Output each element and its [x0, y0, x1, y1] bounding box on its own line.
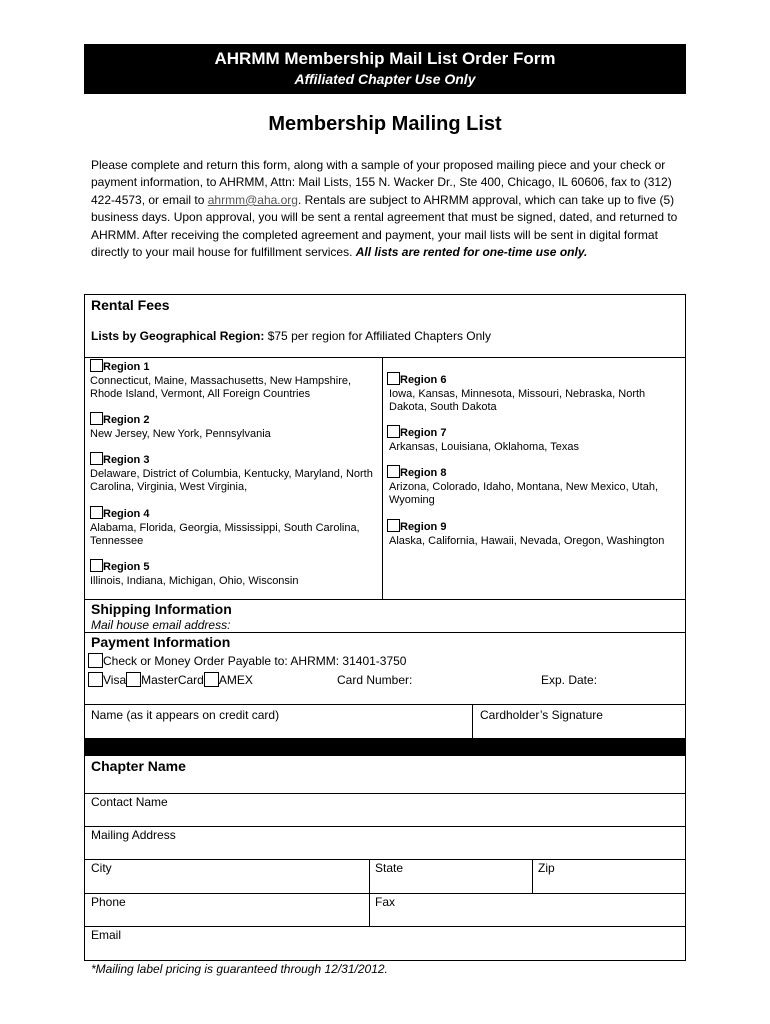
check-label: Check or Money Order Payable to: AHRMM: 31401-3750 [103, 654, 407, 668]
region-states: Connecticut, Maine, Massachusetts, New Hampshire, Rhode Island, Vermont, All Foreign Countries [90, 374, 352, 400]
zip-field[interactable]: Zip [538, 861, 555, 875]
region-7 [389, 425, 669, 454]
fax-field[interactable]: Fax [375, 895, 396, 909]
region-name: Region 8 [400, 467, 447, 479]
page-title: Membership Mailing List [268, 113, 502, 135]
region-states: Alaska, California, Hawaii, Nevada, Oregon, Washington [389, 534, 665, 547]
rental-fees-heading: Rental Fees [91, 297, 170, 313]
mailing-address-field[interactable]: Mailing Address [91, 828, 176, 842]
region-name: Region 2 [103, 414, 150, 426]
city-field[interactable]: City [91, 861, 112, 875]
section-separator-bar [84, 738, 686, 756]
region-7-checkbox[interactable] [387, 425, 400, 438]
region-states: Arizona, Colorado, Idaho, Montana, New Mexico, Utah, Wyoming [389, 480, 659, 506]
region-states: Arkansas, Louisiana, Oklahoma, Texas [389, 440, 579, 453]
shipping-box [84, 599, 686, 633]
form-title: AHRMM Membership Mail List Order Form [214, 49, 556, 68]
region-5-checkbox[interactable] [90, 559, 103, 572]
region-2-checkbox[interactable] [90, 412, 103, 425]
region-8 [389, 465, 669, 508]
email-row [84, 926, 686, 961]
phone-field[interactable]: Phone [91, 895, 126, 909]
email-link[interactable]: ahrmm@aha.org [207, 192, 298, 207]
check-checkbox[interactable] [88, 653, 103, 668]
chapter-name-field[interactable]: Chapter Name [91, 758, 186, 774]
intro-emphasis: All lists are rented for one-time use only. [355, 245, 588, 260]
region-states: Illinois, Indiana, Michigan, Ohio, Wisconsin [90, 574, 299, 587]
region-name: Region 7 [400, 427, 447, 439]
cardholder-row [84, 704, 686, 739]
city-state-zip-row [84, 859, 686, 894]
region-8-checkbox[interactable] [387, 465, 400, 478]
region-1 [90, 359, 375, 402]
email-field[interactable]: Email [91, 928, 122, 942]
state-field[interactable]: State [375, 861, 404, 875]
region-states: Delaware, District of Columbia, Kentucky, Maryland, North Carolina, Virginia, West Virginia, [90, 467, 373, 493]
region-9 [389, 519, 669, 548]
region-name: Region 5 [103, 561, 150, 573]
divider [369, 860, 370, 893]
region-name: Region 6 [400, 374, 447, 386]
region-6-checkbox[interactable] [387, 372, 400, 385]
region-2 [90, 412, 375, 441]
region-4 [90, 506, 375, 549]
region-states: Alabama, Florida, Georgia, Mississippi, South Carolina, Tennessee [90, 521, 360, 547]
check-option [88, 653, 406, 668]
region-states: New Jersey, New York, Pennsylvania [90, 427, 271, 440]
exp-date-field[interactable]: Exp. Date: [541, 673, 598, 687]
phone-fax-row [84, 893, 686, 927]
region-name: Region 4 [103, 508, 150, 520]
intro-text-2: . Rentals are subject to AHRMM approval, which can take up to five (5) business days. Upon approval, you will be sent a rental agreement that must be signed, dated, and returned to AHRMM. After receiving the completed agreement and payment, your mail lists will be sent in digital format directly to your mail house for fulfillment services. [91, 192, 678, 260]
visa-checkbox[interactable] [88, 672, 103, 687]
lists-price: $75 per region for Affiliated Chapters Only [264, 329, 491, 343]
rental-fees-description [91, 329, 491, 343]
region-6 [389, 372, 669, 415]
region-name: Region 1 [103, 361, 150, 373]
column-divider [382, 357, 383, 599]
amex-checkbox[interactable] [204, 672, 219, 687]
mastercard-checkbox[interactable] [126, 672, 141, 687]
region-name: Region 9 [400, 521, 447, 533]
lists-label: Lists by Geographical Region: [91, 329, 265, 343]
region-name: Region 3 [103, 454, 150, 466]
region-3 [90, 452, 375, 495]
contact-row [84, 793, 686, 827]
cardholder-name-field[interactable]: Name (as it appears on credit card) [91, 708, 280, 722]
address-row [84, 826, 686, 860]
mail-house-email-field[interactable]: Mail house email address: [91, 618, 231, 632]
region-1-checkbox[interactable] [90, 359, 103, 372]
shipping-heading: Shipping Information [91, 601, 232, 617]
card-type-options [88, 672, 253, 687]
visa-label: Visa [103, 673, 127, 687]
region-states: Iowa, Kansas, Minnesota, Missouri, Nebraska, North Dakota, South Dakota [389, 387, 646, 413]
divider [85, 357, 685, 358]
footnote: *Mailing label pricing is guaranteed through 12/31/2012. [91, 962, 388, 976]
mastercard-label: MasterCard [141, 673, 204, 687]
region-5 [90, 559, 375, 588]
divider [369, 894, 370, 926]
region-9-checkbox[interactable] [387, 519, 400, 532]
chapter-name-row [84, 756, 686, 794]
divider [472, 705, 473, 738]
region-3-checkbox[interactable] [90, 452, 103, 465]
intro-text-1: Please complete and return this form, along with a sample of your proposed mailing piece and your check or payment information, to AHRMM, Attn: Mail Lists, 155 N. Wacker Dr., Ste 400, Chicago, IL 60606, fax to (312) 422-4573, or email to [91, 158, 672, 207]
form-header [84, 44, 686, 94]
region-4-checkbox[interactable] [90, 506, 103, 519]
card-number-field[interactable]: Card Number: [337, 673, 413, 687]
contact-name-field[interactable]: Contact Name [91, 795, 168, 809]
intro-paragraph [91, 157, 683, 261]
payment-heading: Payment Information [91, 634, 231, 650]
rental-fees-box [84, 294, 686, 600]
form-subtitle: Affiliated Chapter Use Only [294, 71, 476, 87]
payment-box [84, 632, 686, 705]
amex-label: AMEX [218, 673, 253, 687]
cardholder-signature-field[interactable]: Cardholder’s Signature [480, 708, 603, 722]
divider [532, 860, 533, 893]
